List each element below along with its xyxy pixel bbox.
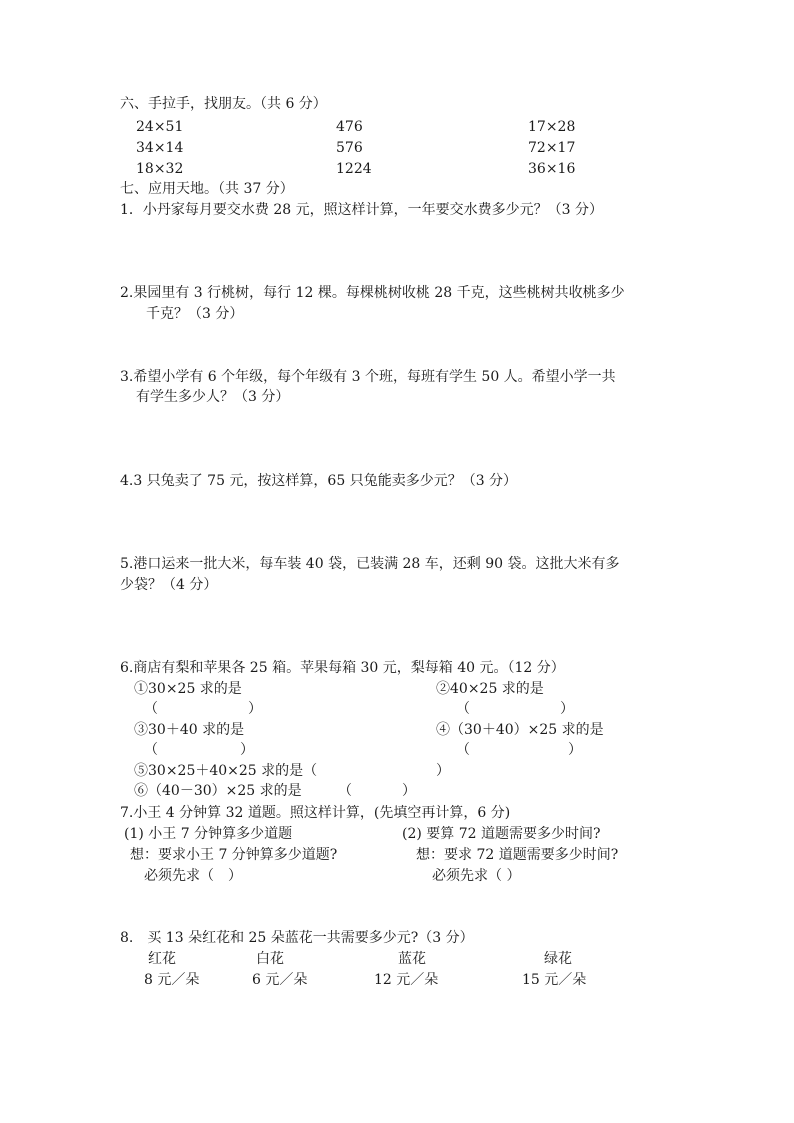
question-8-stem: 8. 买 13 朵红花和 25 朵蓝花一共需要多少元?（3 分） — [120, 930, 474, 946]
question-5-line1: 5.港口运来一批大米，每车装 40 袋，已装满 28 车，还剩 90 袋。这批大米有多 — [120, 556, 620, 572]
question-5-line2: 少袋？（4 分） — [120, 577, 218, 593]
q6-item-4: ④（30＋40）×25 求的是 — [436, 722, 604, 738]
q6-blank-6-open: （ — [338, 783, 352, 799]
q6-item-3: ③30＋40 求的是 — [134, 722, 245, 738]
flower-price-red: 8 元／朵 — [144, 972, 200, 988]
q7-sub-2: (2) 要算 72 道题需要多少时间? — [402, 826, 601, 842]
q6-item-5: ⑤30×25＋40×25 求的是（ — [134, 763, 318, 779]
question-2-line1: 2.果园里有 3 行桃树，每行 12 棵。每棵桃树收桃 28 千克，这些桃树共收桃多少 — [120, 285, 625, 301]
q6-blank-2-open: （ — [456, 701, 470, 717]
flower-name-white: 白花 — [256, 951, 284, 967]
q7-must-2: 必须先求（ ） — [432, 868, 521, 884]
s6-r3-c1: 18×32 — [136, 161, 184, 177]
q6-blank-6-close: ） — [402, 783, 416, 799]
q6-blank-3-close: ） — [240, 742, 254, 758]
q6-item-2: ②40×25 求的是 — [436, 681, 544, 697]
question-6-stem: 6.商店有梨和苹果各 25 箱。苹果每箱 30 元，梨每箱 40 元。（12 分） — [120, 660, 565, 676]
flower-price-blue: 12 元／朵 — [374, 972, 439, 988]
question-3-line1: 3.希望小学有 6 个年级，每个年级有 3 个班，每班有学生 50 人。希望小学一共 — [120, 369, 616, 385]
s6-r1-c2: 476 — [336, 119, 363, 135]
s6-r2-c3: 72×17 — [528, 140, 576, 156]
q6-blank-1-close: ） — [248, 701, 262, 717]
s6-r1-c3: 17×28 — [528, 119, 576, 135]
q6-blank-5-close: ） — [436, 763, 450, 779]
q7-sub-1: (1) 小王 7 分钟算多少道题 — [124, 826, 293, 842]
q6-blank-2-close: ） — [560, 701, 574, 717]
s6-r3-c3: 36×16 — [528, 161, 576, 177]
section6-title: 六、手拉手，找朋友。（共 6 分） — [120, 96, 327, 112]
q6-blank-1-open: （ — [144, 701, 158, 717]
flower-name-green: 绿花 — [544, 951, 572, 967]
s6-r3-c2: 1224 — [336, 161, 372, 177]
question-1: 1．小丹家每月要交水费 28 元，照这样计算，一年要交水费多少元？（3 分） — [120, 202, 603, 218]
question-4: 4.3 只兔卖了 75 元，按这样算，65 只兔能卖多少元？（3 分） — [120, 473, 518, 489]
flower-price-green: 15 元／朵 — [522, 972, 587, 988]
q7-think-2: 想：要求 72 道题需要多少时间? — [416, 847, 619, 863]
q6-item-6: ⑥（40－30）×25 求的是 — [134, 783, 302, 799]
s6-r2-c1: 34×14 — [136, 140, 184, 156]
flower-price-white: 6 元／朵 — [252, 972, 308, 988]
question-3-line2: 有学生多少人？（3 分） — [136, 389, 290, 405]
s6-r1-c1: 24×51 — [136, 119, 184, 135]
flower-name-red: 红花 — [148, 951, 176, 967]
q6-item-1: ①30×25 求的是 — [134, 681, 242, 697]
q7-think-1: 想：要求小王 7 分钟算多少道题? — [130, 847, 338, 863]
s6-r2-c2: 576 — [336, 140, 363, 156]
section7-title: 七、应用天地。（共 37 分） — [120, 181, 294, 197]
q6-blank-4-close: ） — [568, 742, 582, 758]
flower-name-blue: 蓝花 — [398, 951, 426, 967]
question-2-line2: 千克？（3 分） — [146, 306, 244, 322]
question-7-stem: 7.小王 4 分钟算 32 道题。照这样计算，(先填空再计算，6 分) — [120, 805, 511, 821]
q7-must-1: 必须先求（ ） — [144, 868, 242, 884]
q6-blank-3-open: （ — [144, 742, 158, 758]
q6-blank-4-open: （ — [456, 742, 470, 758]
